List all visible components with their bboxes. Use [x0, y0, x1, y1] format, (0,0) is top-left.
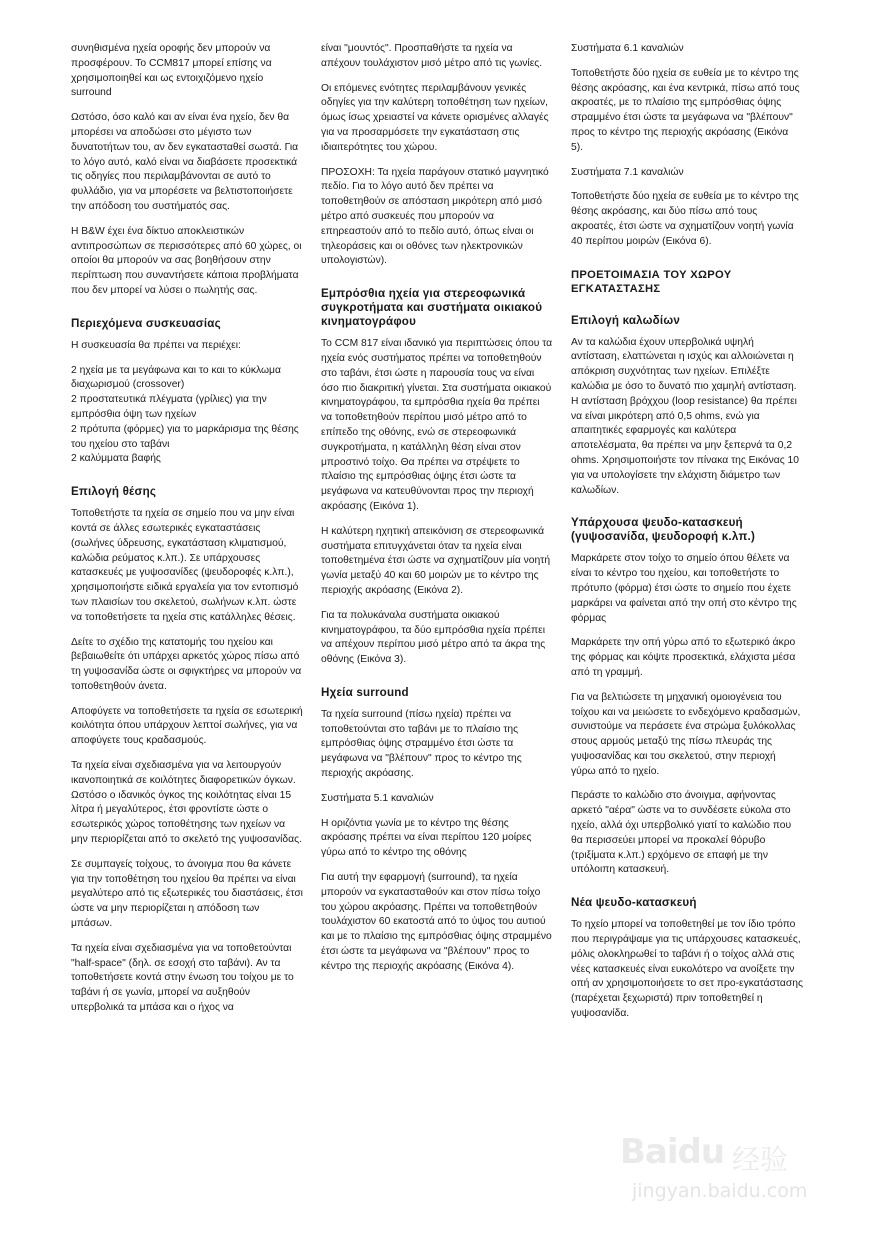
watermark-logo-cn: 经验 [732, 1143, 789, 1176]
paragraph: συνηθισμένα ηχεία οροφής δεν μπορούν να προσφέρουν. Το CCM817 μπορεί επίσης να χρησιμοποιηθεί και ως εντοιχιζόμενο ηχείο surround [71, 43, 272, 99]
column-2 [321, 42, 553, 985]
paragraph: Η B&W έχει ένα δίκτυο αποκλειστικών αντιπροσώπων σε περισσότερες από 60 χώρες, οι οποίοι θα μπορούν να σας βοηθήσουν στην περίπτωση που συναντήσετε κάποια προβλήματα που δεν μπορεί να λύσει ο πωλητής σας. [71, 225, 302, 296]
baidu-watermark [620, 1132, 860, 1212]
paragraph: Συστήματα 6.1 καναλιών [571, 43, 684, 54]
paragraph: Το ηχείο μπορεί να τοποθετηθεί με τον ίδιο τρόπο που περιγράψαμε για τις υπάρχουσες κατασκευές, μόλις ολοκληρωθεί το ταβάνι ή ο τοίχος αλλά στις νέες κατασκευές είναι ευκολότερο να ανοίξετε την οπή αν χρησιμοποιήσετε το σετ προ-εγκατάστασης (παρέχεται ξεχωριστά) πριν τοποθετηθεί η γυψοσανίδα. [571, 919, 803, 1020]
paragraph: Σε συμπαγείς τοίχους, το άνοιγμα που θα κάνετε για την τοποθέτηση του ηχείου θα πρέπει να είναι μεγαλύτερο από τις εξωτερικές του διαστάσεις, έτσι ώστε να μην περιορίζεται η απόδοση των μπάσων. [71, 858, 303, 930]
paragraph: Τα ηχεία surround (πίσω ηχεία) πρέπει να τοποθετούνται στο ταβάνι με το πλαίσιο της εμπρόσθιας όψης στραμμένο έτσι ώστε τα μεγάφωνα να "βλέπουν" προς το κέντρο της περιοχής ακρόασης. [321, 708, 522, 780]
list-item: 2 προστατευτικά πλέγματα (γρίλιες) για την εμπρόσθια όψη των ηχείων [71, 394, 267, 420]
column-3 [571, 42, 803, 1032]
paragraph: Μαρκάρετε στον τοίχο το σημείο όπου θέλετε να είναι το κέντρο του ηχείου, και τοποθετήστε το πρότυπο (φόρμα) έτσι ώστε το σημείο που έχετε μαρκάρει να φαίνεται από την οπή στο κέντρο της φόρμας [571, 553, 797, 624]
paragraph: Αν τα καλώδια έχουν υπερβολικά υψηλή αντίσταση, ελαττώνεται η ισχύς και αλλοιώνεται η απόκριση συχνότητας των ηχείων. Επιλέξτε καλώδια με όσο το δυνατό πιο χαμηλή αντίσταση. Η αντίσταση βρόχχου (loop resistance) θα πρέπει να είναι μικρότερη από 0,5 ohms, ενώ για απαιτητικές εφαρμογές και καλύτερα αποτελέσματα, θα πρέπει να μην ξεπερνά τα 0,2 ohms. Χρησιμοποιήστε τον πίνακα της Εικόνας 10 για να υπολογίσετε την ελάχιστη διάμετρο των καλωδίων. [571, 336, 799, 496]
paragraph: ΠΡΟΣΟΧΗ: Τα ηχεία παράγουν στατικό μαγνητικό πεδίο. Για το λόγο αυτό δεν πρέπει να τοποθετηθούν σε απόσταση μικρότερη από μισό μέτρο από συσκευές που μπορούν να επηρεαστούν από το πεδίο αυτό, όπως είναι οι τηλεοράσεις και οι οθόνες των ηλεκτρονικών υπολογιστών). [321, 166, 549, 267]
list-item: 2 καλύμματα βαφής [71, 453, 161, 465]
section-heading-site-preparation: ΠΡΟΕΤΟΙΜΑΣΙΑ ΤΟΥ ΧΩΡΟΥ ΕΓΚΑΤΑΣΤΑΣΗΣ [571, 268, 732, 295]
paragraph: Το CCM 817 είναι ιδανικό για περιπτώσεις όπου τα ηχεία ενός συστήματος πρέπει να τοποθετηθούν στο ταβάνι, έτσι ώστε η παρουσία τους να είναι όσο πιο διακριτική γίνεται. Στα συστήματα οικιακού κινηματογράφου, τα εμπρόσθια ηχεία θα πρέπει να τοποθετηθούν περίπου μισό μέτρο από το επίπεδο της οθόνης, ενώ σε στερεοφωνικά συγκροτήματα, η κατάλληλη θέση είναι στον μπροστινό τοίχο. Θα πρέπει να στρέψετε το πλαίσιο της εμπρόσθιας όψης έτσι ώστε τα μεγάφωνα να κατευθύνονται προς την περιοχή ακρόασης (Εικόνα 1). [321, 338, 553, 512]
paragraph: Τοποθετήστε δύο ηχεία σε ευθεία με το κέντρο της θέσης ακρόασης, και δύο πίσω από τους ακροατές, έτσι ώστε να σχηματίζουν νοητή γωνία 40 περίπου μοιρών (Εικόνα 6). [571, 191, 799, 247]
section-heading-new-construction: Νέα ψευδο-κατασκευή [571, 896, 697, 910]
watermark-url: jingyan.baidu.com [632, 1180, 808, 1202]
paragraph: Μαρκάρετε την οπή γύρω από το εξωτερικό άκρο της φόρμας και κόψτε προσεκτικά, ελάχιστα μέσα από τη γραμμή. [571, 637, 796, 678]
section-heading-front-speakers: Εμπρόσθια ηχεία για στερεοφωνικά συγκροτήματα και συστήματα οικιακού κινηματογράφου [321, 287, 543, 329]
paragraph: Για αυτή την εφαρμογή (surround), τα ηχεία μπορούν να εγκατασταθούν και στον πίσω τοίχο του χώρου ακρόασης. Πρέπει να τοποθετηθούν τουλάχιστον 60 εκατοστά από το ύψος του αυτιού και με το πλαίσιο της εμπρόσθιας όψης στραμμένο έτσι ώστε τα μεγάφωνα να "βλέπουν" προς το κέντρο της περιοχής ακρόασης (Εικόνα 4). [321, 872, 552, 972]
paragraph: Τα ηχεία είναι σχεδιασμένα για να λειτουργούν ικανοποιητικά σε κοιλότητες διαφορετικών όγκων. Ωστόσο ο ιδανικός όγκος της κοιλότητας είναι 15 λίτρα ή μεγαλύτερος, έτσι φροντίστε ώστε ο εσωτερικός χώρος τοποθέτησης των ηχείων να μην περιορίζεται από το σκελετό της γυψοσανίδας. [71, 760, 302, 846]
paragraph: Για να βελτιώσετε τη μηχανική ομοιογένεια του τοίχου και να μειώσετε το ενδεχόμενο κραδασμών, συνιστούμε να περάσετε ένα στρώμα ξυλόκολλας στους αρμούς μεταξύ της πίσω πλευράς της γυψοσανίδας και του σκελετού, στην περιοχή γύρω από το ηχείο. [571, 691, 801, 777]
paragraph: είναι "μουντός". Προσπαθήστε τα ηχεία να απέχουν τουλάχιστον μισό μέτρο από τις γωνίες. [321, 43, 543, 69]
list-item: 2 πρότυπα (φόρμες) για το μαρκάρισμα της θέσης του ηχείου στο ταβάνι [71, 423, 299, 450]
section-heading-surround: Ηχεία surround [321, 685, 409, 699]
paragraph: Περάστε το καλώδιο στο άνοιγμα, αφήνοντας αρκετό "αέρα" ώστε να το συνδέσετε εύκολα στο ηχείο, αλλά όχι υπερβολικό γιατί το καλώδιο που θα περισσεύει μπορεί να προκαλεί θόρυβο (τριξίματα κ.λπ.) ερχόμενο σε επαφή με την υπόλοιπη κατασκευή. [571, 790, 792, 876]
paragraph: Τοποθετήστε τα ηχεία σε σημείο που να μην είναι κοντά σε άλλες εσωτερικές εγκαταστάσεις (σωλήνες ύδρευσης, εγκατάσταση κλιματισμού, καλώδια ρεύματος κ.λπ.). Σε υπάρχουσες κατασκευές με γυψοσανίδες (ψευδοροφές κ.λπ.), χρησιμοποιήστε ειδικά εργαλεία για τον εντοπισμό των πλαισίων του σκελετού, σωλήνων κ.λπ. ώστε να τοποθετήσετε τα ηχεία στις κατάλληλες θέσεις. [71, 508, 299, 623]
paragraph: Αποφύγετε να τοποθετήσετε τα ηχεία σε εσωτερική κοιλότητα όπου υπάρχουν λεπτοί σωλήνες, για να αποφύγετε τους κραδασμούς. [71, 705, 303, 747]
watermark-logo: Baidu [620, 1132, 725, 1172]
section-heading-position: Επιλογή θέσης [71, 485, 157, 499]
section-heading-existing-construction: Υπάρχουσα ψευδο-κατασκευή (γυψοσανίδα, ψευδοροφή κ.λπ.) [571, 516, 756, 544]
list-item: 2 ηχεία με τα μεγάφωνα και το και το κύκλωμα διαχωρισμού (crossover) [71, 364, 281, 391]
section-heading-package-contents: Περιεχόμενα συσκευασίας [71, 316, 221, 330]
paragraph: Η οριζόντια γωνία με το κέντρο της θέσης ακρόασης πρέπει να είναι περίπου 120 μοίρες γύρω από το κέντρο της οθόνης [321, 817, 532, 859]
paragraph: Ωστόσο, όσο καλό και αν είναι ένα ηχείο, δεν θα μπορέσει να αποδώσει στο μέγιστο των δυνατοτήτων του, αν δεν εγκατασταθεί σωστά. Για το λόγο αυτό, καλό είναι να διαβάσετε προσεκτικά τις οδηγίες που περιλαμβάνονται σε αυτό το φυλλάδιο, για να μπορέσετε να βελτιστοποιήσετε την απόδοση του συστήματός σας. [71, 112, 299, 212]
paragraph: Δείτε το σχέδιο της κατατομής του ηχείου και βεβαιωθείτε ότι υπάρχει αρκετός χώρος πίσω από τη γυψοσανίδα ώστε οι σφιγκτήρες να μπορούν να τοποθετηθούν άνετα. [71, 636, 302, 692]
paragraph: Τα ηχεία είναι σχεδιασμένα για να τοποθετούνται "half-space" (δηλ. σε εσοχή στο ταβάνι). Αν τα τοποθετήσετε κοντά στην ένωση του τοίχου με το ταβάνι ή σε γωνία, μπορεί να αυξηθούν υπερβολικά τα μπάσα και ο ήχος να [71, 942, 294, 1014]
paragraph: Τοποθετήστε δύο ηχεία σε ευθεία με το κέντρο της θέσης ακρόασης, και ένα κεντρικά, πίσω από τους ακροατές, με το πλαίσιο της εμπρόσθιας όψης στραμμένο έτσι ώστε τα μεγάφωνα να "βλέπουν" προς το κέντρο της περιοχής ακρόασης (Εικόνα 5). [571, 67, 800, 153]
paragraph: Η συσκευασία θα πρέπει να περιέχει: [71, 339, 241, 351]
paragraph: Για τα πολυκάναλα συστήματα οικιακού κινηματογράφου, τα δύο εμπρόσθια ηχεία πρέπει να απέχουν περίπου μισό μέτρο από τα άκρα της οθόνης (Εικόνα 3). [321, 609, 546, 666]
section-heading-cable-selection: Επιλογή καλωδίων [571, 313, 680, 327]
paragraph: Η καλύτερη ηχητική απεικόνιση σε στερεοφωνικά συστήματα επιτυγχάνεται όταν τα ηχεία είναι τοποθετημένα έτσι ώστε να σχηματίζουν μία νοητή γωνία μεταξύ 40 και 60 μοιρών με το κέντρο της περιοχής ακρόασης (Εικόνα 2). [321, 525, 551, 596]
paragraph: Συστήματα 7.1 καναλιών [571, 166, 684, 178]
paragraph: Οι επόμενες ενότητες περιλαμβάνουν γενικές οδηγίες για την καλύτερη τοποθέτηση των ηχείων, όμως ίσως χρειαστεί να κάνετε ορισμένες αλλαγές για να προσαρμόσετε την εγκατάσταση στις ιδιαιτερότητες του χώρου. [321, 82, 549, 153]
paragraph: Συστήματα 5.1 καναλιών [321, 792, 434, 804]
column-1 [71, 42, 303, 1026]
